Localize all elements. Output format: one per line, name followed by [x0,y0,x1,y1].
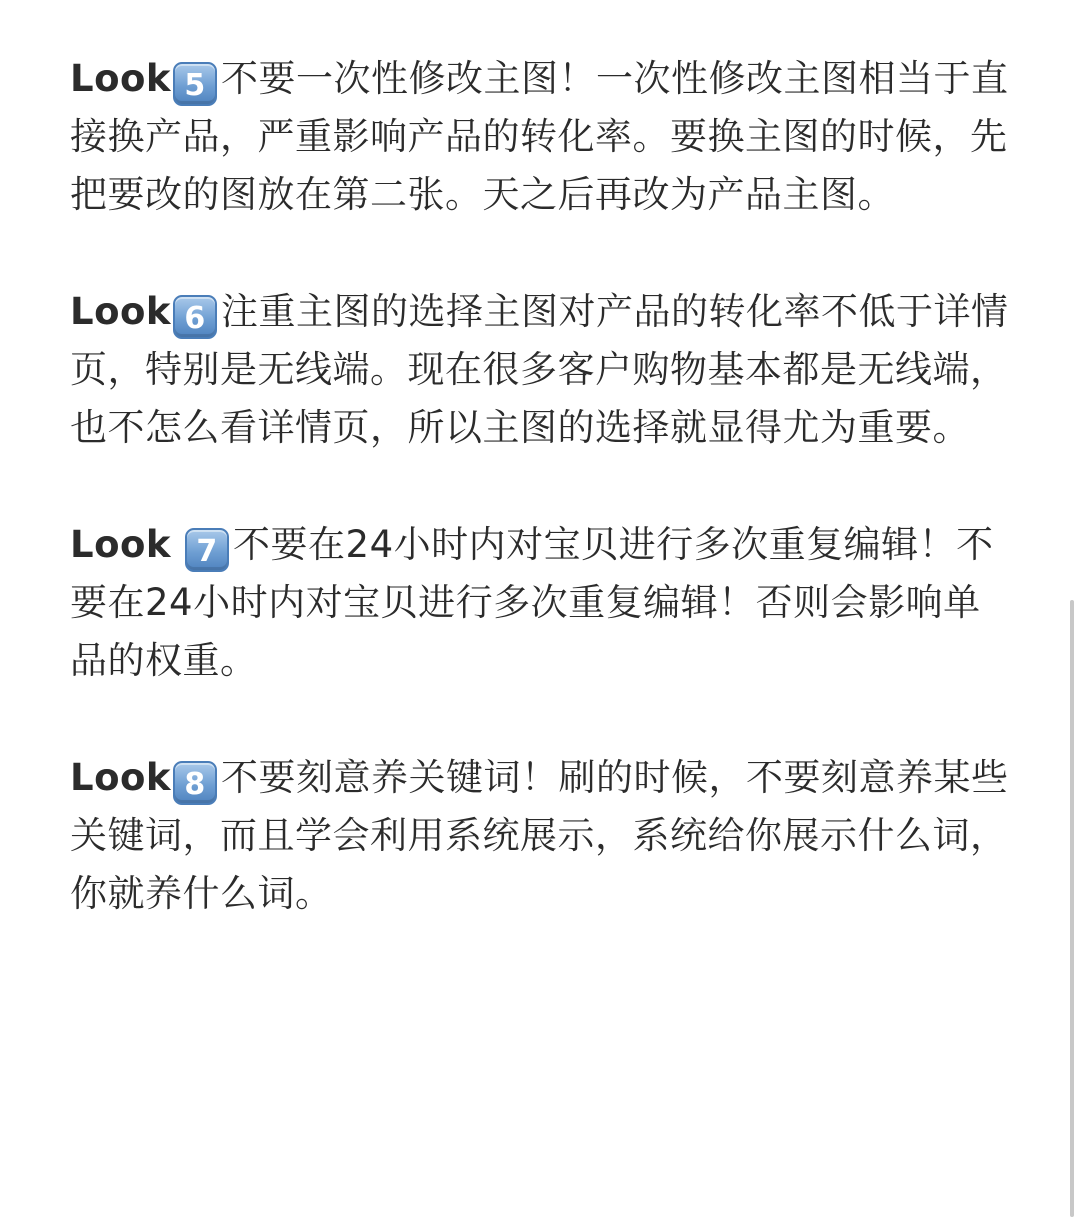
tip-look-5 [70,50,1015,224]
tip-prefix: Look [70,57,172,100]
keycap-6-icon: 6 [173,295,217,339]
tip-look-7 [70,516,1015,690]
keycap-7-icon: 7 [185,528,229,572]
keycap-8-icon: 8 [173,761,217,805]
tip-look-6 [70,283,1015,457]
tip-text: 不要一次性修改主图！一次性修改主图相当于直接换产品，严重影响产品的转化率。要换主图的时候，先把要改的图放在第二张。天之后再改为产品主图。 [70,57,1009,216]
tip-text: 不要在24小时内对宝贝进行多次重复编辑！不要在24小时内对宝贝进行多次重复编辑！否则会影响单品的权重。 [70,523,994,682]
tip-prefix: Look [70,290,172,333]
tip-text: 不要刻意养关键词！刷的时候，不要刻意养某些关键词，而且学会利用系统展示，系统给你展示什么词，你就养什么词。 [70,756,1009,915]
article-body [70,50,1015,982]
tip-text: 注重主图的选择主图对产品的转化率不低于详情页，特别是无线端。现在很多客户购物基本都是无线端，也不怎么看详情页，所以主图的选择就显得尤为重要。 [70,290,1009,449]
tip-prefix: Look [70,756,172,799]
keycap-5-icon: 5 [173,62,217,106]
tip-prefix: Look [70,523,172,566]
tip-look-8 [70,749,1015,923]
scrollbar[interactable] [1070,600,1074,1217]
